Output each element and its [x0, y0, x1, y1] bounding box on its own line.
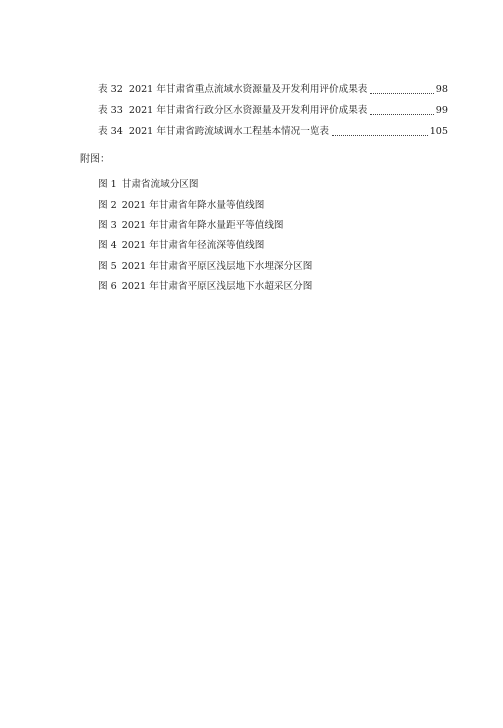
figure-number: 图 6 [98, 281, 117, 292]
leader-dots [370, 114, 433, 115]
figure-number: 图 4 [98, 240, 117, 251]
toc-entry-table-33[interactable] [98, 104, 448, 118]
page-number: 99 [435, 105, 448, 116]
leader-dots [370, 93, 433, 94]
figure-entry-1[interactable] [98, 178, 199, 192]
figure-title: 2021 年甘肃省平原区浅层地下水超采区分图 [121, 281, 313, 292]
page-number: 98 [435, 84, 448, 95]
table-title: 2021 年甘肃省行政分区水资源量及开发利用评价成果表 [128, 105, 368, 116]
figure-title: 甘肃省流域分区图 [121, 179, 199, 190]
figure-title: 2021 年甘肃省平原区浅层地下水埋深分区图 [121, 261, 313, 272]
toc-entry-table-34[interactable] [98, 125, 448, 139]
page-number: 105 [429, 126, 448, 137]
table-title: 2021 年甘肃省跨流域调水工程基本情况一览表 [128, 126, 330, 137]
table-number: 表 32 [98, 84, 123, 95]
figure-title: 2021 年甘肃省年降水量等值线图 [121, 200, 265, 211]
figure-number: 图 3 [98, 220, 117, 231]
figure-number: 图 2 [98, 200, 117, 211]
figure-title: 2021 年甘肃省年径流深等值线图 [121, 240, 265, 251]
table-title: 2021 年甘肃省重点流域水资源量及开发利用评价成果表 [128, 84, 368, 95]
figure-entry-5[interactable] [98, 260, 312, 274]
figure-number: 图 1 [98, 179, 117, 190]
toc-entry-table-32[interactable] [98, 83, 448, 97]
appendix-heading: 附图： [80, 154, 110, 165]
figure-title: 2021 年甘肃省年降水量距平等值线图 [121, 220, 284, 231]
figure-number: 图 5 [98, 261, 117, 272]
leader-dots [332, 135, 428, 136]
figure-entry-6[interactable] [98, 280, 312, 294]
table-number: 表 33 [98, 105, 123, 116]
table-number: 表 34 [98, 126, 123, 137]
figure-entry-4[interactable] [98, 239, 264, 253]
figure-entry-2[interactable] [98, 199, 264, 213]
figure-entry-3[interactable] [98, 219, 284, 233]
